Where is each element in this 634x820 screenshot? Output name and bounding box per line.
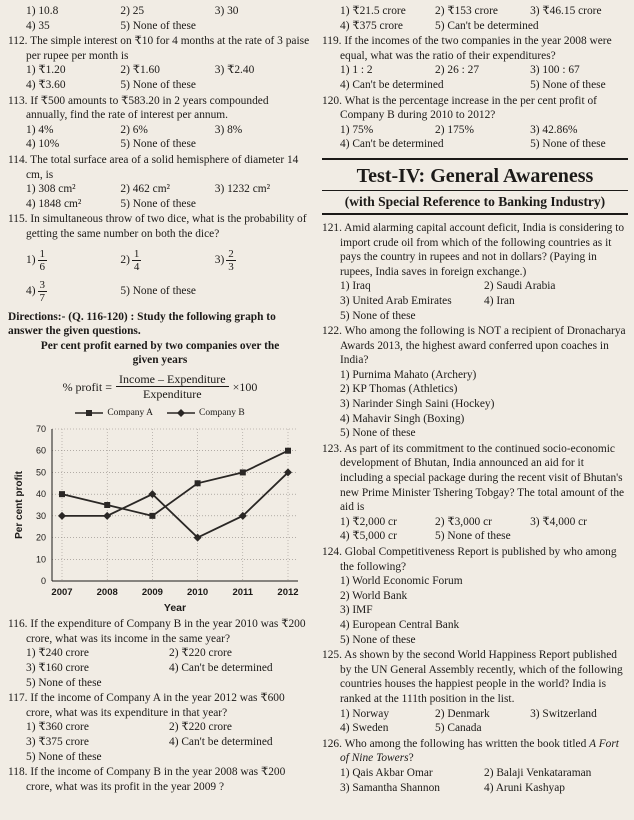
y-tick-label: 0 [40,575,46,586]
option: 1) ₹1.20 [26,64,66,77]
option: 4) $\frac{3}{7}$ [26,278,45,304]
data-point [195,480,201,486]
data-point [149,513,155,519]
option: 2) Denmark [435,707,490,720]
option: 2) World Bank [340,589,408,602]
question-116 [8,617,312,690]
question-112 [8,34,312,92]
question-text: 116. If the expenditure of Company B in the year 2010 was ₹200 crore, what was its income in the same year? [8,618,306,645]
option: 3) 8% [214,123,243,136]
question-122 [322,324,628,441]
option: 5) None of these [435,530,511,543]
option: 2) ₹3,000 cr [435,515,492,528]
question-123 [322,442,628,544]
option: 5) None of these [26,750,102,763]
question-119 [322,34,628,92]
question-124 [322,545,628,647]
question-117 [8,691,312,764]
option: 1) 75% [340,123,374,136]
question-text: 124. Global Competitiveness Report is published by who among the following? [322,546,617,573]
graph-title: Per cent profit earned by two companies over the given years [40,339,280,367]
data-point [285,447,291,453]
option: 5) None of these [26,676,102,689]
option: 3) United Arab Emirates [340,294,452,307]
option: 1) Norway [340,707,390,720]
fraction: $\frac{1}{6}$ [39,247,45,273]
x-tick-label: 2011 [232,586,254,598]
option: 5) None of these [120,19,196,32]
option: 3) Switzerland [530,707,597,720]
option: 2) Balaji Venkataraman [484,766,592,779]
y-tick-label: 30 [35,510,46,521]
question-126 [322,737,628,795]
option: 4) ₹375 crore [340,19,403,32]
right-column [322,4,628,796]
question-text: 119. If the incomes of the two companies in the year 2008 were equal, what was the ratio of their expenditures? [322,35,612,62]
option: 2) 175% [435,123,474,136]
option: 3) ₹160 crore [26,662,89,675]
option: 3) IMF [340,604,373,617]
option: 4) European Central Bank [340,618,460,631]
option: 2) Saudi Arabia [484,280,556,293]
x-tick-label: 2010 [187,586,209,598]
profit-formula: % profit = Income – Expenditure Expenditure ×100 [62,371,258,402]
option: 2) ₹220 crore [169,721,232,734]
legend-item-company-a: Company A [75,406,153,421]
option: 1) World Economic Forum [340,575,463,588]
question-text: 117. If the income of Company A in the year 2012 was ₹600 crore, what was its expenditure in that year? [8,692,285,719]
question-text: 118. If the income of Company B in the year 2008 was ₹200 crore, what was its profit in the year 2009 ? [8,766,286,793]
option: 4) Can't be determined [340,138,444,151]
data-point [240,469,246,475]
option: 1) 10.8 [26,5,59,17]
x-tick-label: 2008 [96,586,118,598]
option: 4) Mahavir Singh (Boxing) [340,412,465,425]
option: 3) ₹375 crore [26,736,89,748]
option: 4) Can't be determined [169,736,273,748]
option: 4) Sweden [340,722,389,735]
option: 4) ₹3.60 [26,78,66,91]
x-axis-label: Year [163,601,187,613]
question-text: 121. Amid alarming capital account deficit, India is considering to import crude oil from which of the following countries as it pays the country in rupees and not in dollars? (Paying in rupees, India saves in foreign exchange.) [322,221,625,278]
question-text: 113. If ₹500 amounts to ₹583.20 in 2 years compounded annually, find the rate of interest per annum. [8,94,269,122]
option: 5) None of these [340,427,416,440]
option: 3) 1232 cm² [214,183,271,196]
option: 4) 1848 cm² [26,197,82,210]
question-121 [322,221,628,323]
legend-line-square-icon [75,409,103,417]
option: 4) Can't be determined [340,78,444,91]
question-text: 122. Who among the following is NOT a recipient of Dronacharya Awards 2013, the highest award conferred upon coaches in India? [322,325,626,367]
option: 3) ₹2.40 [214,64,255,77]
option: 2) 6% [120,123,148,136]
x-tick-label: 2009 [141,586,163,598]
y-tick-label: 20 [35,532,46,543]
section-subtitle: (with Special Reference to Banking Industry) [322,193,628,215]
option: 1) Purnima Mahato (Archery) [340,368,477,381]
question-125 [322,648,628,736]
option: 5) None of these [120,197,196,210]
option: 5) Canada [435,722,482,735]
data-point [103,512,111,520]
option: 5) None of these [120,138,196,151]
question-text: 125. As shown by the second World Happiness Report published by the UN General Assembly recently, which of the following countries houses the happiest people in the world? India is ranked at the 111th position in the list. [322,649,623,705]
option: 1) ₹240 crore [26,647,89,660]
option: 3) 42.86% [530,123,578,136]
chart-legend [8,406,312,421]
section-heading [322,158,628,191]
question-113 [8,94,312,152]
option: 1) ₹21.5 crore [340,5,406,17]
option: 3) ₹4,000 cr [530,515,587,528]
option: 5) None of these [340,633,416,646]
option: 5) None of these [120,284,196,297]
question-text: 120. What is the percentage increase in the per cent profit of Company B during 2010 to 2012? [322,94,597,122]
option: 3) 100 : 67 [530,64,580,77]
option: 3) ₹46.15 crore [530,5,602,17]
y-tick-label: 10 [35,553,46,564]
series-line-company-b [62,472,288,537]
data-point [59,491,65,497]
legend-line-diamond-icon [167,409,195,417]
option: 1) 4% [26,123,54,136]
option: 2) 25 [120,5,145,17]
section-title: Test-IV: General Awareness [356,164,594,187]
question-114 [8,153,312,211]
line-chart [8,423,308,613]
legend-item-company-b: Company B [167,406,245,421]
option: 1) $\frac{1}{6}$ [26,247,45,273]
option: 2) 462 cm² [120,183,170,196]
option: 1) ₹360 crore [26,721,89,734]
option: 1) Iraq [340,280,371,293]
data-point [58,512,66,520]
option: 2) ₹1.60 [120,64,160,77]
option: 1) 1 : 2 [340,64,373,77]
option: 3) Narinder Singh Saini (Hockey) [340,398,495,411]
option: 2) $\frac{1}{4}$ [120,247,140,273]
question-120 [322,94,628,152]
option: 1) ₹2,000 cr [340,515,397,528]
fraction: $\frac{1}{4}$ [133,247,140,273]
x-tick-label: 2007 [51,586,73,598]
y-tick-label: 50 [35,467,46,478]
fraction: $\frac{2}{3}$ [228,247,234,273]
option: 4) 35 [26,19,50,32]
fraction: $\frac{3}{7}$ [39,278,45,304]
option: 1) 308 cm² [26,183,76,196]
y-tick-label: 60 [35,445,46,456]
option: 4) Can't be determined [169,662,273,675]
option: 2) 26 : 27 [435,64,480,77]
data-point [104,502,110,508]
y-tick-label: 40 [35,488,46,499]
x-tick-label: 2012 [277,586,299,598]
option: 5) None of these [120,78,196,91]
option: 2) ₹220 crore [169,647,232,660]
q111-options [8,4,312,33]
option: 5) None of these [530,138,606,151]
directions: Directions:- (Q. 116-120) : Study the following graph to answer the given questions. [8,310,276,338]
option: 3) 30 [214,5,239,17]
question-text: 115. In simultaneous throw of two dice, what is the probability of getting the same number on both the dice? [8,213,307,240]
option: 2) KP Thomas (Athletics) [340,383,458,396]
book-title: A Fort of Nine Towers [340,737,619,765]
question-118 [8,765,312,794]
option: 3) $\frac{2}{3}$ [214,247,234,273]
q118-options [322,4,628,33]
option: 4) Iran [484,294,515,307]
question-text: 114. The total surface area of a solid hemisphere of diameter 14 cm, is [8,153,299,181]
option: 4) 10% [26,138,60,151]
option: 1) Qais Akbar Omar [340,766,433,779]
question-text: 123. As part of its commitment to the continued socio-economic development of Bhutan, India announced an aid for it including a special package during the recent visit of Bhutan's new Prime Minister Tshering Tobgay? The total amount of the aid is [322,442,625,514]
option: 5) None of these [530,78,606,91]
option: 2) ₹153 crore [435,5,498,17]
question-text: 112. The simple interest on ₹10 for 4 months at the rate of 3 paise per rupee per month is [8,35,310,62]
option: 4) Aruni Kashyap [484,781,565,794]
y-tick-label: 70 [35,423,46,434]
option: 5) None of these [340,309,416,322]
left-column [8,4,312,795]
option: 4) ₹5,000 cr [340,530,397,543]
option: 3) Samantha Shannon [340,781,440,794]
question-text: 126. Who among the following has written the book titled A Fort of Nine Towers? [322,737,619,765]
option: 5) Can't be determined [435,19,539,32]
y-axis-label: Per cent profit [14,470,25,539]
question-115 [8,212,312,303]
